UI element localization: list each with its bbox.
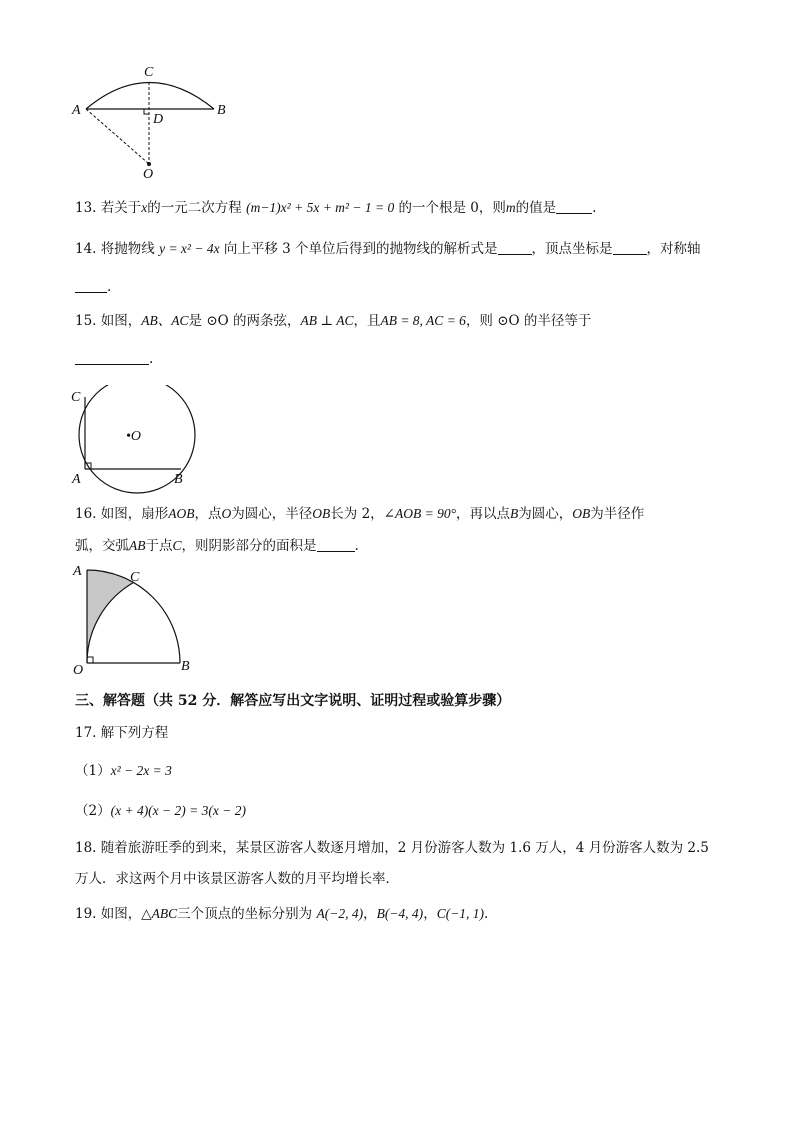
text: ，对称轴: [646, 241, 701, 257]
equation: (x + 4)(x − 2) = 3(x − 2): [110, 803, 246, 818]
question-17: [75, 724, 168, 742]
var-m: m: [505, 200, 516, 215]
label-c: C: [130, 570, 140, 585]
segment-ob: OB: [312, 506, 331, 521]
question-15: [75, 312, 591, 330]
text: 如图，扇形: [100, 506, 169, 522]
question-15-cont: [75, 350, 153, 368]
part-label: （2）: [75, 803, 111, 819]
question-18: [75, 839, 709, 857]
question-number: 14.: [75, 241, 97, 257]
question-16-cont: [75, 537, 359, 555]
triangle: △ABC: [141, 906, 178, 921]
question-18-cont: [75, 870, 399, 888]
answer-blank-3[interactable]: [75, 278, 107, 293]
answer-blank[interactable]: [75, 350, 149, 365]
arc-ab: AB: [129, 538, 146, 553]
chords: AB、AC: [141, 313, 189, 328]
values: AB = 8, AC = 6: [380, 313, 466, 328]
point-o: O: [221, 506, 232, 521]
text: .: [354, 538, 359, 554]
label-o: O: [73, 663, 84, 676]
question-number: 19.: [75, 906, 97, 922]
text: .: [592, 200, 597, 216]
text: .: [107, 279, 112, 295]
question-17-part-2: [75, 802, 246, 820]
point-c: C(−1, 1): [436, 906, 485, 921]
text: 弧，交弧: [75, 538, 129, 554]
equation: (m−1)x² + 5x + m² − 1 = 0: [246, 200, 395, 215]
label-b: B: [181, 659, 190, 674]
text: 向上平移 3 个单位后得到的抛物线的解析式是: [223, 241, 498, 257]
question-14: [75, 240, 701, 258]
question-number: 13.: [75, 200, 97, 216]
section-heading: 三、解答题（共 52 分．解答应写出文字说明、证明过程或验算步骤）: [75, 693, 511, 709]
label-c: C: [71, 390, 81, 405]
text: 的一元二次方程: [147, 200, 242, 216]
text: 于点: [145, 538, 173, 554]
question-number: 18.: [75, 840, 97, 856]
text: 为圆心，半径: [231, 506, 313, 522]
circle-segment-figure: [68, 62, 238, 182]
text: 随着旅游旺季的到来，某景区游客人数逐月增加，2 月份游客人数为 1.6 万人，4 月份游客人数为 2.5: [100, 840, 709, 856]
point-c: C: [172, 538, 182, 553]
question-19: [75, 905, 488, 923]
text: 为半径作: [590, 506, 645, 522]
circle-chords-figure: [66, 385, 216, 495]
question-16: [75, 505, 644, 523]
center-point: [147, 162, 151, 166]
text: 解下列方程: [100, 725, 169, 741]
text: 的值是: [515, 200, 557, 216]
answer-blank[interactable]: [556, 199, 592, 214]
angle: ∠AOB = 90°: [383, 506, 456, 521]
shaded-region: [87, 570, 134, 663]
perpendicular: AB ⊥ AC: [300, 313, 354, 328]
part-label: （1）: [75, 763, 111, 779]
sector-figure: [68, 561, 198, 676]
text: .: [484, 906, 489, 922]
answer-blank-2[interactable]: [613, 240, 647, 255]
text: 万人．求这两个月中该景区游客人数的月平均增长率．: [75, 871, 399, 887]
right-angle-mark: [144, 109, 149, 114]
question-number: 16.: [75, 506, 97, 522]
label-d: D: [153, 112, 164, 127]
var-x: x: [141, 200, 148, 215]
segment-ao: [86, 109, 149, 164]
answer-blank[interactable]: [317, 537, 355, 552]
label-o: •O: [126, 429, 142, 444]
text: 若关于: [100, 200, 142, 216]
question-13: [75, 199, 596, 217]
label-a: A: [72, 472, 81, 487]
label-b: B: [217, 103, 226, 118]
point-b: B(−4, 4): [376, 906, 424, 921]
text: 是 ⊙O 的两条弦，: [188, 313, 301, 329]
label-c: C: [144, 65, 154, 80]
sector-name: AOB: [168, 506, 195, 521]
point-a: A(−2, 4): [316, 906, 364, 921]
separator: ，: [363, 906, 377, 922]
question-17-part-1: [75, 762, 172, 780]
segment-ob: OB: [572, 506, 591, 521]
equation: x² − 2x = 3: [110, 763, 172, 778]
text: .: [149, 351, 154, 367]
text: 三个顶点的坐标分别为: [177, 906, 313, 922]
separator: ，: [423, 906, 437, 922]
label-o: O: [143, 167, 154, 182]
text: 为圆心，: [518, 506, 573, 522]
answer-blank-1[interactable]: [498, 240, 532, 255]
label-a: A: [72, 103, 81, 118]
label-a: A: [73, 564, 82, 579]
text: 如图，: [100, 313, 142, 329]
text: ，则阴影部分的面积是: [181, 538, 317, 554]
point-b: B: [509, 506, 519, 521]
text: 长为 2，: [330, 506, 384, 522]
text: ，则 ⊙O 的半径等于: [465, 313, 592, 329]
right-angle-mark: [87, 657, 93, 663]
text: 的一个根是 0，则: [398, 200, 506, 216]
question-number: 15.: [75, 313, 97, 329]
equation: y = x² − 4x: [159, 241, 220, 256]
label-b: B: [174, 472, 183, 487]
text: ，点: [194, 506, 222, 522]
question-14-cont: [75, 278, 111, 296]
text: ，且: [353, 313, 381, 329]
question-number: 17.: [75, 725, 97, 741]
text: ，再以点: [455, 506, 510, 522]
text: 将抛物线: [100, 241, 155, 257]
arc-acb: [86, 83, 214, 110]
text: 如图，: [100, 906, 142, 922]
text: ，顶点坐标是: [531, 241, 613, 257]
